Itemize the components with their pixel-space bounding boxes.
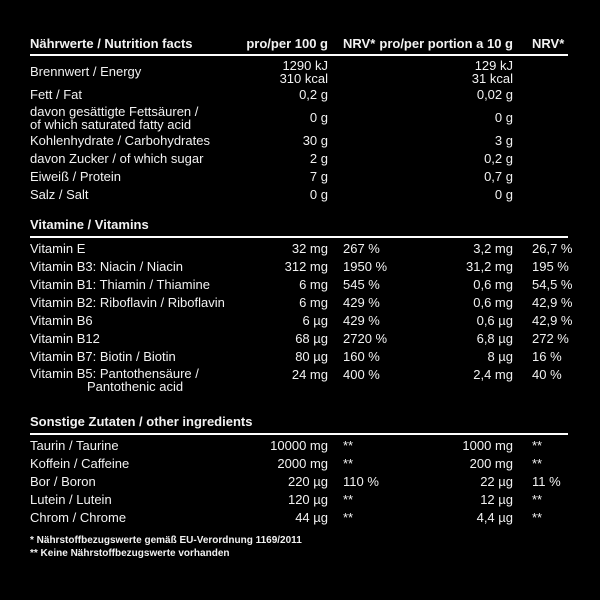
value-per-100g: 30 g (302, 133, 328, 148)
value-per-100g: 120 µg (287, 492, 328, 507)
value-per-portion: 31,2 mg (466, 259, 513, 274)
row-label: Eiweiß / Protein (30, 169, 122, 184)
row-label: Vitamin B12 (30, 331, 100, 346)
nrv-per-100g: 400 % (343, 367, 380, 382)
footnotes (30, 534, 568, 560)
table-row (30, 294, 573, 312)
section-title-vitamins: Vitamine / Vitamins (30, 217, 568, 238)
table-row (30, 150, 568, 168)
nrv-per-portion: 26,7 % (532, 241, 573, 256)
value-per-100g: 0 g (309, 187, 328, 202)
nrv-per-100g: ** (343, 492, 354, 507)
nrv-per-portion: ** (532, 438, 543, 453)
header-title: Nährwerte / Nutrition facts (30, 36, 193, 51)
table-row (30, 258, 568, 276)
value-per-portion: 0,7 g (484, 169, 513, 184)
value-per-portion: 0 g (494, 187, 513, 202)
section-vitamins (30, 217, 573, 394)
row-label: Vitamin B3: Niacin / Niacin (30, 259, 183, 274)
table-row (30, 509, 568, 527)
nrv-per-portion: ** (532, 492, 543, 507)
table-row (30, 473, 568, 491)
table-row (30, 168, 568, 186)
value-per-portion: 1000 mg (462, 438, 513, 453)
value-per-100g: 7 g (309, 169, 328, 184)
header-nrv-1: NRV* (343, 36, 376, 51)
table-row (30, 455, 568, 473)
value-per-100g: 24 mg (291, 367, 328, 382)
value-per-100g: 0 g (309, 110, 328, 125)
value-per-portion: 22 µg (480, 474, 513, 489)
row-label: Salz / Salt (30, 187, 89, 202)
value-per-portion: 0 g (494, 110, 513, 125)
nrv-per-portion: 272 % (532, 331, 569, 346)
value-per-portion: 0,6 µg (476, 313, 513, 328)
value-per-portion: 0,02 g (476, 87, 513, 102)
nrv-per-portion: 42,9 % (532, 313, 573, 328)
value-per-portion: 129 kJ 31 kcal (471, 58, 513, 86)
footnote-nrv-reference: * Nährstoffbezugswerte gemäß EU-Verordnung 1169/2011 (30, 535, 302, 546)
value-per-100g: 1290 kJ 310 kcal (279, 58, 328, 86)
row-label: Vitamin B5: Pantothensäure / Pantothenic acid (30, 366, 199, 394)
row-label: Chrom / Chrome (30, 510, 127, 525)
row-label: Brennwert / Energy (30, 64, 142, 79)
table-row (30, 348, 568, 366)
value-per-100g: 6 mg (299, 277, 328, 292)
value-per-portion: 0,6 mg (473, 277, 513, 292)
row-label: Kohlenhydrate / Carbohydrates (30, 133, 210, 148)
nrv-per-100g: 545 % (343, 277, 380, 292)
value-per-100g: 2 g (309, 151, 328, 166)
table-row (30, 86, 568, 104)
table-header-row (30, 36, 568, 56)
value-per-portion: 8 µg (487, 349, 513, 364)
nrv-per-portion: 11 % (532, 474, 561, 489)
nrv-per-100g: ** (343, 438, 354, 453)
value-per-portion: 3,2 mg (473, 241, 513, 256)
row-label: Vitamin E (30, 241, 86, 256)
value-per-100g: 2000 mg (277, 456, 328, 471)
value-per-portion: 200 mg (469, 456, 513, 471)
value-per-100g: 220 µg (287, 474, 328, 489)
row-label: Fett / Fat (30, 87, 83, 102)
row-label: davon gesättigte Fettsäuren / of which saturated fatty acid (30, 104, 199, 132)
row-label: Vitamin B7: Biotin / Biotin (30, 349, 176, 364)
value-per-100g: 32 mg (291, 241, 328, 256)
table-row (30, 312, 573, 330)
nrv-per-100g: 160 % (343, 349, 380, 364)
table-row (30, 276, 573, 294)
nrv-per-100g: 1950 % (343, 259, 388, 274)
value-per-100g: 6 µg (302, 313, 328, 328)
row-label: Koffein / Caffeine (30, 456, 130, 471)
nrv-per-100g: 110 % (343, 474, 379, 489)
nrv-per-portion: 42,9 % (532, 295, 573, 310)
nrv-per-portion: 54,5 % (532, 277, 573, 292)
nrv-per-100g: 267 % (343, 241, 380, 256)
table-row (30, 132, 568, 150)
nrv-per-portion: 40 % (532, 367, 562, 382)
header-per-portion: pro/per portion a 10 g (379, 36, 513, 51)
row-label: Bor / Boron (30, 474, 96, 489)
value-per-portion: 0,2 g (484, 151, 513, 166)
footnote-no-nrv: ** Keine Nährstoffbezugswerte vorhanden (30, 548, 230, 559)
table-row (30, 366, 568, 394)
row-label: Vitamin B1: Thiamin / Thiamine (30, 277, 210, 292)
header-nrv-2: NRV* (532, 36, 565, 51)
value-per-100g: 80 µg (295, 349, 328, 364)
nrv-per-100g: 429 % (343, 313, 380, 328)
row-label: Vitamin B6 (30, 313, 93, 328)
value-per-100g: 10000 mg (270, 438, 328, 453)
value-per-portion: 6,8 µg (476, 331, 513, 346)
value-per-100g: 312 mg (284, 259, 328, 274)
value-per-portion: 4,4 µg (476, 510, 513, 525)
value-per-portion: 2,4 mg (473, 367, 513, 382)
value-per-portion: 12 µg (480, 492, 513, 507)
value-per-100g: 44 µg (295, 510, 328, 525)
table-row (30, 240, 573, 258)
header-per-100g: pro/per 100 g (246, 36, 328, 51)
nrv-per-portion: 16 % (532, 349, 562, 364)
nrv-per-100g: ** (343, 456, 354, 471)
row-label: Vitamin B2: Riboflavin / Riboflavin (30, 295, 225, 310)
table-row (30, 186, 568, 204)
section-nutrition (30, 58, 568, 204)
row-label: Taurin / Taurine (30, 438, 119, 453)
table-row (30, 58, 568, 86)
table-row (30, 437, 568, 455)
nrv-per-100g: ** (343, 510, 354, 525)
table-row (30, 104, 568, 132)
value-per-portion: 0,6 mg (473, 295, 513, 310)
nrv-per-portion: ** (532, 510, 543, 525)
section-other-ingredients (30, 414, 568, 527)
value-per-100g: 0,2 g (299, 87, 328, 102)
value-per-100g: 6 mg (299, 295, 328, 310)
nrv-per-portion: ** (532, 456, 543, 471)
value-per-100g: 68 µg (295, 331, 328, 346)
nrv-per-portion: 195 % (532, 259, 569, 274)
nrv-per-100g: 429 % (343, 295, 380, 310)
nrv-per-100g: 2720 % (343, 331, 388, 346)
value-per-portion: 3 g (494, 133, 513, 148)
table-row (30, 330, 568, 348)
table-row (30, 491, 568, 509)
row-label: davon Zucker / of which sugar (30, 151, 204, 166)
row-label: Lutein / Lutein (30, 492, 112, 507)
section-title-other-ingredients: Sonstige Zutaten / other ingredients (30, 414, 568, 435)
